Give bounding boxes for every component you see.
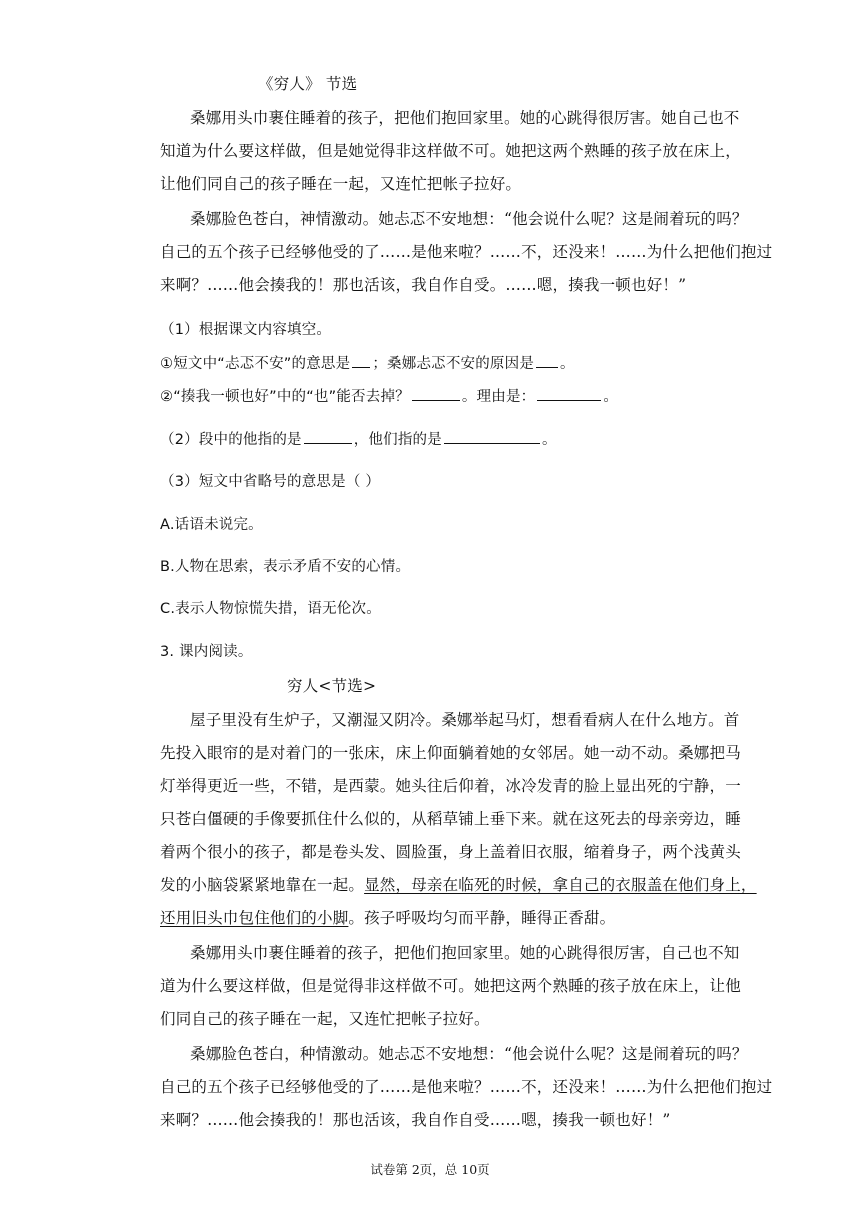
question1-a bbox=[160, 351, 575, 376]
answer-blank[interactable] bbox=[536, 351, 558, 368]
section3-p1-line1: 屋子里没有生炉子，又潮湿又阴冷。桑娜举起马灯，想看看病人在什么地方。首 bbox=[190, 711, 740, 729]
section3-p1-line6-plain: 发的小脑袋紧紧地靠在一起。 bbox=[160, 876, 365, 894]
passage1-p2-line2: 自己的五个孩子已经够他受的了……是他来啦？……不，还没来！……为什么把他们抱过 bbox=[160, 243, 773, 261]
answer-blank[interactable] bbox=[412, 384, 460, 401]
question3-title: （3）短文中省略号的意思是（ ） bbox=[160, 474, 381, 490]
answer-blank[interactable] bbox=[352, 351, 370, 368]
section3-p1-line7 bbox=[160, 906, 615, 930]
question1-b-end: 。 bbox=[603, 389, 619, 405]
section3-p3-line2: 自己的五个孩子已经够他受的了……是他来啦？……不，还没来！……为什么把他们抱过 bbox=[160, 1078, 773, 1096]
question2-middle: ，他们指的是 bbox=[353, 432, 442, 448]
question1-a-prefix: ①短文中“忐忑不安”的意思是 bbox=[160, 356, 351, 372]
option-a: A.话语未说完。 bbox=[160, 517, 263, 533]
section3-p1-line7-plain: 。孩子呼吸均匀而平静，睡得正香甜。 bbox=[348, 909, 616, 927]
question2 bbox=[160, 427, 557, 452]
section3-title: 穷人<节选> bbox=[287, 677, 377, 695]
answer-blank[interactable] bbox=[537, 384, 601, 401]
passage1-title: 《穷人》 节选 bbox=[258, 75, 358, 93]
section3-p1-line2: 先投入眼帘的是对着门的一张床，床上仰面躺着她的女邻居。她一动不动。桑娜把马 bbox=[160, 744, 741, 762]
passage1-p1-line3: 让他们同自己的孩子睡在一起，又连忙把帐子拉好。 bbox=[160, 175, 522, 193]
section3-p3-line1: 桑娜脸色苍白，种情激动。她忐忑不安地想：“他会说什么呢？这是闹着玩的吗？ bbox=[190, 1045, 748, 1063]
passage1-p1-line2: 知道为什么要这样做，但是她觉得非这样做不可。她把这两个熟睡的孩子放在床上， bbox=[160, 142, 741, 160]
underlined-sentence: 显然，母亲在临死的时候，拿自己的衣服盖在他们身上， bbox=[364, 876, 757, 894]
answer-blank[interactable] bbox=[444, 427, 540, 444]
option-b: B.人物在思索，表示矛盾不安的心情。 bbox=[160, 559, 411, 575]
question2-prefix: （2）段中的他指的是 bbox=[160, 432, 302, 448]
question1-a-middle: ；桑娜忐忑不安的原因是 bbox=[372, 356, 535, 372]
option-c: C.表示人物惊慌失措，语无伦次。 bbox=[160, 601, 381, 617]
underlined-sentence: 还用旧头巾包住他们的小脚 bbox=[160, 909, 349, 927]
section3-heading: 3. 课内阅读。 bbox=[160, 644, 253, 660]
section3-p1-line4: 只苍白僵硬的手像要抓住什么似的，从稻草铺上垂下来。就在这死去的母亲旁边，睡 bbox=[160, 810, 741, 828]
passage1-p2-line3: 来啊？……他会揍我的！那也活该，我自作自受。……嗯，揍我一顿也好！” bbox=[160, 276, 687, 294]
question1-a-end: 。 bbox=[560, 356, 575, 372]
question1-b bbox=[160, 384, 618, 409]
section3-p2-line2: 道为什么要这样做，但是觉得非这样做不可。她把这两个熟睡的孩子放在床上，让他 bbox=[160, 977, 741, 995]
question1-title: （1）根据课文内容填空。 bbox=[160, 322, 332, 338]
answer-blank[interactable] bbox=[304, 427, 352, 444]
question1-b-prefix: ②“揍我一顿也好”中的“也”能否去掉？ bbox=[160, 389, 410, 405]
section3-p1-line3: 灯举得更近一些，不错，是西蒙。她头往后仰着，冰冷发青的脸上显出死的宁静，一 bbox=[160, 777, 741, 795]
passage1-p1-line1: 桑娜用头巾裹住睡着的孩子，把他们抱回家里。她的心跳得很厉害。她自己也不 bbox=[190, 109, 740, 127]
question2-end: 。 bbox=[541, 432, 557, 448]
section3-p2-line3: 们同自己的孩子睡在一起，又连忙把帐子拉好。 bbox=[160, 1010, 490, 1028]
section3-p3-line3: 来啊？……他会揍我的！那也活该，我自作自受……嗯，揍我一顿也好！” bbox=[160, 1111, 671, 1129]
question1-b-middle: 。理由是： bbox=[461, 389, 536, 405]
section3-p1-line6 bbox=[160, 873, 757, 897]
page-footer: 试卷第 2页，总 10页 bbox=[370, 1162, 490, 1177]
section3-p2-line1: 桑娜用头巾裹住睡着的孩子，把他们抱回家里。她的心跳得很厉害，自己也不知 bbox=[190, 944, 740, 962]
section3-p1-line5: 着两个很小的孩子，都是卷头发、圆脸蛋，身上盖着旧衣服，缩着身子，两个浅黄头 bbox=[160, 843, 741, 861]
passage1-p2-line1: 桑娜脸色苍白，神情激动。她忐忑不安地想：“他会说什么呢？这是闹着玩的吗？ bbox=[190, 210, 748, 228]
